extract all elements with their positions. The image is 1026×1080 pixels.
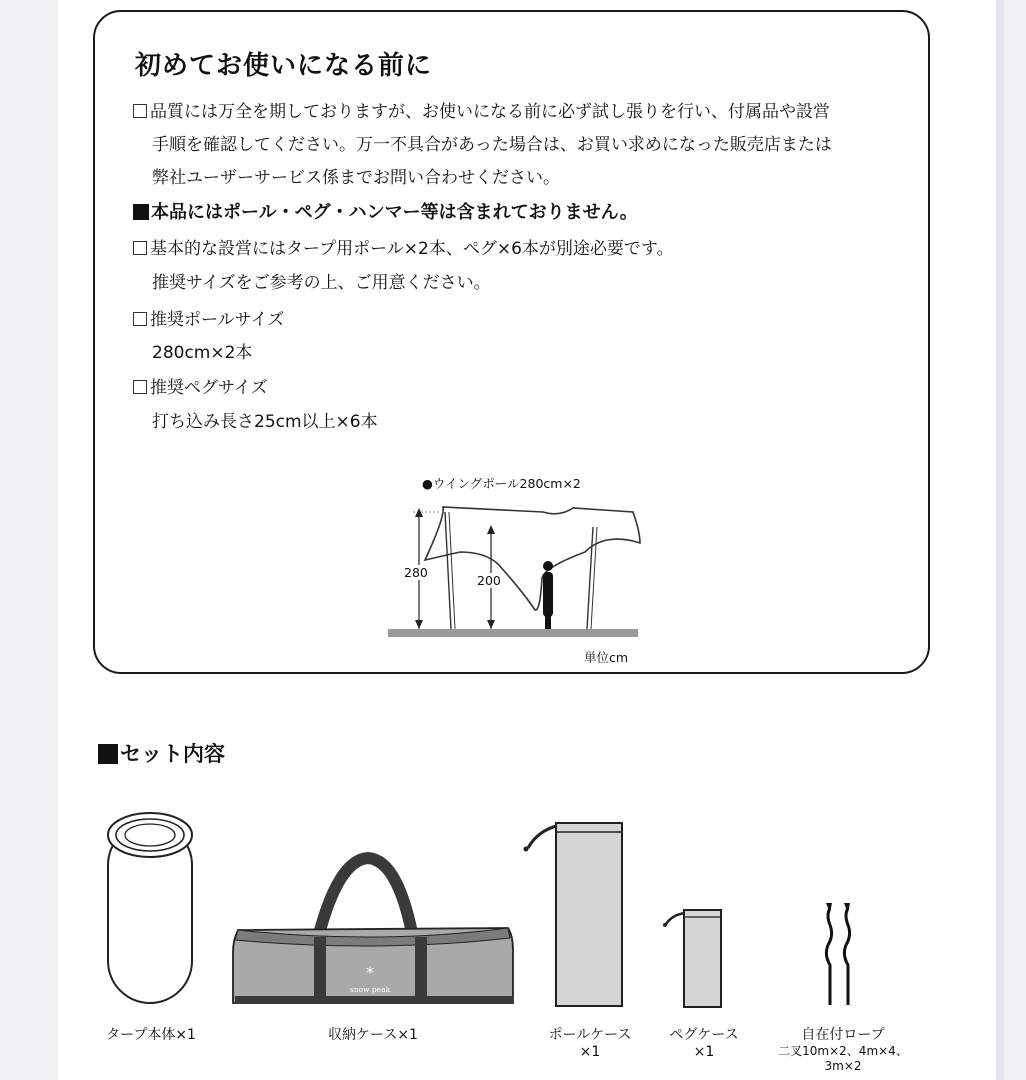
quality-note-line-3: 弊社ユーザーサービス係までお問い合わせください。 — [152, 168, 560, 188]
rolled-tarp-illustration — [108, 813, 192, 1003]
set-contents-title: セット内容 — [98, 738, 225, 768]
notice-title: 初めてお使いになる前に — [135, 51, 433, 81]
svg-text:snow peak: snow peak — [349, 985, 391, 994]
pole-case-illustration — [524, 823, 623, 1006]
item-rope-label: 自在付ロープ 二叉10m×2、4m×4、 3m×2 — [778, 1027, 908, 1073]
item-storage-case-label: 収納ケース×1 — [328, 1027, 418, 1043]
peg-size-heading: 推奨ペグサイズ — [133, 377, 268, 399]
quality-note-line-2: 手順を確認してください。万一不具合があった場合は、お買い求めになった販売店または — [152, 135, 832, 155]
required-note-line-2: 推奨サイズをご参考の上、ご用意ください。 — [152, 273, 491, 293]
height-label-200: 200 — [477, 573, 501, 588]
item-pole-case-label: ポールケース ×1 — [548, 1027, 632, 1060]
item-tarp-label: タープ本体×1 — [106, 1027, 196, 1043]
rope-illustration — [826, 903, 850, 1005]
pole-size-heading: 推奨ポールサイズ — [133, 309, 284, 331]
peg-size-value: 打ち込み長さ25cm以上×6本 — [152, 412, 378, 432]
peg-case-illustration — [663, 910, 721, 1007]
unit-label: 単位cm — [584, 650, 629, 665]
required-note-line-1: 基本的な設営にはタープ用ポール×2本、ペグ×6本が別途必要です。 — [133, 238, 674, 260]
pole-size-value: 280cm×2本 — [152, 343, 253, 363]
quality-note-line-1: 品質には万全を期しておりますが、お使いになる前に必ず試し張りを行い、付属品や設営 — [133, 101, 830, 123]
right-edge-strip — [996, 0, 1004, 1080]
warning-line: 本品にはポール・ペグ・ハンマー等は含まれておりません。 — [133, 202, 638, 224]
set-contents-illustrations — [58, 0, 996, 1080]
diagram-caption: ●ウイングポール280cm×2 — [422, 476, 581, 491]
manual-page — [58, 0, 996, 1080]
item-peg-case-label: ペグケース ×1 — [669, 1027, 739, 1060]
storage-case-illustration — [233, 858, 513, 1004]
height-label-280: 280 — [404, 565, 428, 580]
svg-text:*: * — [366, 963, 374, 982]
